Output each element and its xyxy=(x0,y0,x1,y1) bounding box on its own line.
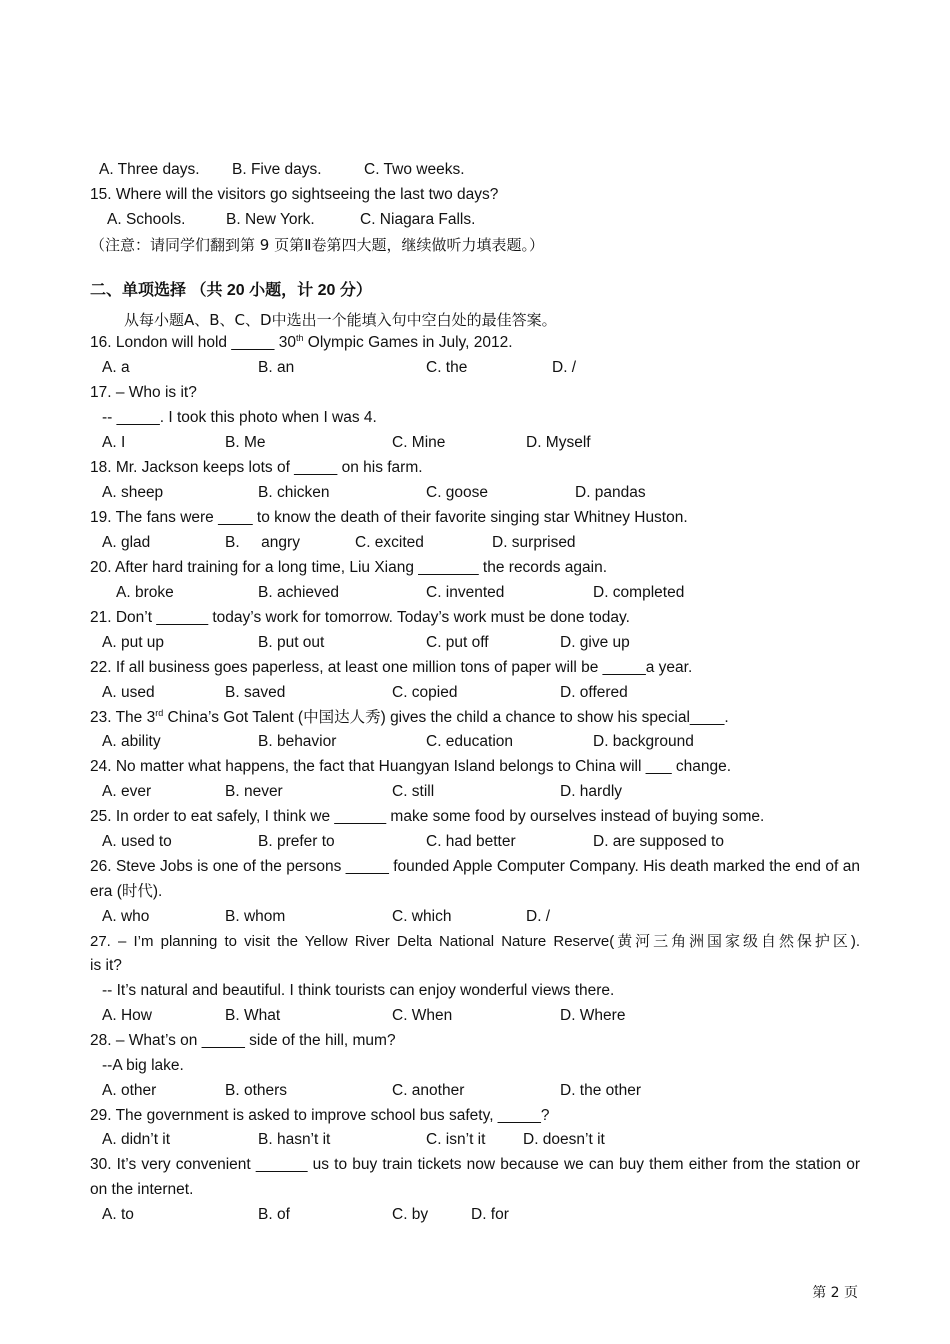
option-a: A. ability xyxy=(102,733,161,750)
option-a: A. Three days. xyxy=(99,161,200,178)
q27-continuation: is it? xyxy=(90,957,122,974)
q17-answer-line: -- _____. I took this photo when I was 4. xyxy=(102,409,377,426)
q18-stem: 18. Mr. Jackson keeps lots of _____ on his farm. xyxy=(90,459,423,476)
q21-options xyxy=(0,631,950,655)
option-c: C. another xyxy=(392,1082,465,1099)
option-b: B. of xyxy=(258,1206,290,1223)
q20-stem: 20. After hard training for a long time, Liu Xiang _______ the records again. xyxy=(90,559,608,576)
q20-options xyxy=(0,581,950,605)
option-d: D. are supposed to xyxy=(593,833,724,850)
option-a: A. glad xyxy=(102,534,151,551)
option-d: D. pandas xyxy=(575,484,646,501)
option-a: A. Schools. xyxy=(107,211,186,228)
q27-options xyxy=(0,1004,950,1028)
q21-stem: 21. Don’t ______ today’s work for tomorrow. Today’s work must be done today. xyxy=(90,609,630,626)
q26-continuation: era (时代). xyxy=(90,883,163,900)
option-b: B. saved xyxy=(225,684,286,701)
option-d: D. background xyxy=(593,733,694,750)
option-a: A. to xyxy=(102,1206,134,1223)
q30-stem: 30. It’s very convenient ______ us to buy train tickets now because we can buy them either from the station or xyxy=(90,1156,860,1173)
option-b: B. chicken xyxy=(258,484,330,501)
q24-stem: 24. No matter what happens, the fact that Huangyan Island belongs to China will ___ change. xyxy=(90,758,732,775)
option-d: D. offered xyxy=(560,684,628,701)
option-b: B. Me xyxy=(225,434,266,451)
q17-stem: 17. – Who is it? xyxy=(90,384,197,401)
q16-options xyxy=(0,356,950,380)
option-b: B. whom xyxy=(225,908,286,925)
option-c: C. put off xyxy=(426,634,489,651)
option-b: B. others xyxy=(225,1082,288,1099)
option-a: A. who xyxy=(102,908,150,925)
q14-options xyxy=(0,158,950,182)
option-c: C. isn’t it xyxy=(426,1131,486,1148)
option-c: C. the xyxy=(426,359,468,376)
option-c: C. Niagara Falls. xyxy=(360,211,476,228)
q23-options xyxy=(0,730,950,754)
q24-options xyxy=(0,780,950,804)
q28-stem: 28. – What’s on _____ side of the hill, mum? xyxy=(90,1032,396,1049)
option-b: B. behavior xyxy=(258,733,337,750)
option-c: C. Mine xyxy=(392,434,446,451)
option-d: D. / xyxy=(526,908,551,925)
option-d: D. completed xyxy=(593,584,685,601)
q30-continuation: on the internet. xyxy=(90,1181,194,1198)
option-a: A. used xyxy=(102,684,155,701)
option-c: C. by xyxy=(392,1206,429,1223)
option-b: B. Five days. xyxy=(232,161,322,178)
q28-answer-line: --A big lake. xyxy=(102,1057,184,1074)
q25-stem: 25. In order to eat safely, I think we ______ make some food by ourselves instead of buying some. xyxy=(90,808,765,825)
option-a: A. How xyxy=(102,1007,152,1024)
option-b: B. prefer to xyxy=(258,833,335,850)
option-c: C. which xyxy=(392,908,452,925)
q18-options xyxy=(0,481,950,505)
q19-stem: 19. The fans were ____ to know the death of their favorite singing star Whitney Huston. xyxy=(90,509,688,526)
option-c: C. had better xyxy=(426,833,516,850)
option-a: A. used to xyxy=(102,833,172,850)
q27-answer-line: -- It’s natural and beautiful. I think tourists can enjoy wonderful views there. xyxy=(102,982,615,999)
option-d: D. Where xyxy=(560,1007,626,1024)
option-d: D. hardly xyxy=(560,783,623,800)
option-b: B. put out xyxy=(258,634,325,651)
q29-options xyxy=(0,1128,950,1152)
option-a: A. broke xyxy=(116,584,174,601)
option-c: C. education xyxy=(426,733,514,750)
q29-stem: 29. The government is asked to improve school bus safety, _____? xyxy=(90,1107,550,1124)
option-a: A. I xyxy=(102,434,126,451)
option-b: B. What xyxy=(225,1007,281,1024)
q23-stem: 23. The 3rd China’s Got Talent (中国达人秀) gives the child a chance to show his special____. xyxy=(90,707,729,726)
q22-stem: 22. If all business goes paperless, at least one million tons of paper will be _____a year. xyxy=(90,659,693,676)
option-c: C. excited xyxy=(355,534,424,551)
q15-options xyxy=(0,208,950,232)
option-b: B. never xyxy=(225,783,283,800)
q25-options xyxy=(0,830,950,854)
option-b: B. hasn’t it xyxy=(258,1131,331,1148)
option-c: C. copied xyxy=(392,684,458,701)
q17-options xyxy=(0,431,950,455)
option-a: A. other xyxy=(102,1082,157,1099)
q15-stem: 15. Where will the visitors go sightseeing the last two days? xyxy=(90,186,499,203)
option-b: B. angry xyxy=(225,534,300,551)
option-a: A. ever xyxy=(102,783,152,800)
option-d: D. the other xyxy=(560,1082,641,1099)
q26-options xyxy=(0,905,950,929)
option-c: C. goose xyxy=(426,484,489,501)
option-a: A. didn’t it xyxy=(102,1131,171,1148)
option-a: A. put up xyxy=(102,634,165,651)
q27-stem: 27. – I’m planning to visit the Yellow River Delta National Nature Reserve(黄河三角洲国家级自然保护区). xyxy=(90,933,860,950)
option-b: B. achieved xyxy=(258,584,339,601)
option-d: D. surprised xyxy=(492,534,576,551)
q22-options xyxy=(0,681,950,705)
option-a: A. a xyxy=(102,359,130,376)
option-c: C. Two weeks. xyxy=(364,161,465,178)
option-b: B. New York. xyxy=(226,211,315,228)
page-number: 第 2 页 xyxy=(812,1285,858,1301)
section-instruction: 从每小题A、B、C、D中选出一个能填入句中空白处的最佳答案。 xyxy=(124,311,557,329)
option-c: C. invented xyxy=(426,584,505,601)
q26-stem: 26. Steve Jobs is one of the persons _____ founded Apple Computer Company. His death marked the end of an xyxy=(90,858,860,875)
option-d: D. for xyxy=(471,1206,509,1223)
section-title: 二、单项选择 （共 20 小题，计 20 分） xyxy=(90,282,372,299)
q28-options xyxy=(0,1079,950,1103)
q19-options xyxy=(0,531,950,555)
q16-stem: 16. London will hold _____ 30th Olympic Games in July, 2012. xyxy=(90,332,513,351)
q30-options xyxy=(0,1203,950,1227)
option-d: D. Myself xyxy=(526,434,591,451)
option-d: D. / xyxy=(552,359,577,376)
option-c: C. When xyxy=(392,1007,453,1024)
option-a: A. sheep xyxy=(102,484,164,501)
listening-note: （注意：请同学们翻到第 9 页第Ⅱ卷第四大题，继续做听力填表题。） xyxy=(90,236,544,254)
option-c: C. still xyxy=(392,783,435,800)
option-d: D. give up xyxy=(560,634,630,651)
option-d: D. doesn’t it xyxy=(523,1131,605,1148)
option-b: B. an xyxy=(258,359,295,376)
